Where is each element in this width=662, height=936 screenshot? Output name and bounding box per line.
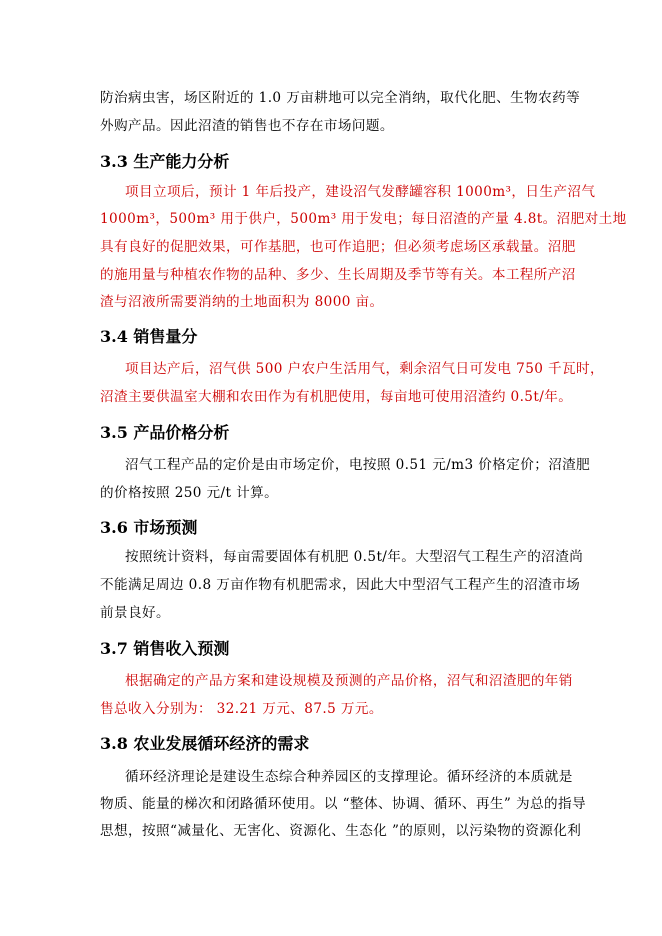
section-heading-3-7: 3.7 销售收入预测 (100, 639, 230, 658)
paragraph-line: 项目立项后，预计 1 年后投产，建设沼气发酵罐容积 1000m³，日生产沼气 (125, 184, 596, 200)
section-heading-3-4: 3.4 销售量分 (100, 327, 198, 346)
section-heading-3-5: 3.5 产品价格分析 (100, 423, 230, 442)
paragraph-line: 项目达产后，沼气供 500 户农户生活用气，剩余沼气日可发电 750 千瓦时， (125, 361, 604, 377)
paragraph-line: 防治病虫害，场区附近的 1.0 万亩耕地可以完全消纳，取代化肥、生物农药等 (100, 90, 581, 106)
paragraph-line: 售总收入分别为： 32.21 万元、87.5 万元。 (100, 701, 383, 717)
paragraph-line: 具有良好的促肥效果，可作基肥，也可作追肥；但必须考虑场区承载量。沼肥 (100, 239, 576, 255)
paragraph-line: 沼气工程产品的定价是由市场定价，电按照 0.51 元/m3 价格定价；沼渣肥 (125, 457, 591, 473)
paragraph-line: 沼渣主要供温室大棚和农田作为有机肥使用，每亩地可使用沼渣约 0.5t/年。 (100, 389, 573, 405)
paragraph-line: 外购产品。因此沼渣的销售也不存在市场问题。 (100, 118, 394, 134)
paragraph-line: 物质、能量的梯次和闭路循环使用。以 “整体、协调、循环、再生” 为总的指导 (100, 796, 586, 812)
paragraph-line: 思想，按照“减量化、无害化、资源化、生态化 ”的原则，以污染物的资源化利 (100, 823, 582, 839)
paragraph-line: 根据确定的产品方案和建设规模及预测的产品价格，沼气和沼渣肥的年销 (125, 673, 573, 689)
paragraph-line: 前景良好。 (100, 605, 170, 621)
paragraph-line: 渣与沼液所需要消纳的土地面积为 8000 亩。 (100, 294, 384, 310)
section-heading-3-8: 3.8 农业发展循环经济的需求 (100, 734, 310, 753)
section-heading-3-6: 3.6 市场预测 (100, 518, 198, 537)
paragraph-line: 的施用量与种植农作物的品种、多少、生长周期及季节等有关。本工程所产沼 (100, 267, 576, 283)
paragraph-line: 循环经济理论是建设生态综合种养园区的支撑理论。循环经济的本质就是 (125, 769, 573, 785)
paragraph-line: 1000m³，500m³ 用于供户，500m³ 用于发电；每日沼渣的产量 4.8t。沼肥对土地 (100, 211, 627, 227)
section-heading-3-3: 3.3 生产能力分析 (100, 152, 230, 171)
paragraph-line: 不能满足周边 0.8 万亩作物有机肥需求，因此大中型沼气工程产生的沼渣市场 (100, 577, 581, 593)
paragraph-line: 按照统计资料，每亩需要固体有机肥 0.5t/年。大型沼气工程生产的沼渣尚 (125, 549, 584, 565)
paragraph-line: 的价格按照 250 元/t 计算。 (100, 485, 279, 501)
